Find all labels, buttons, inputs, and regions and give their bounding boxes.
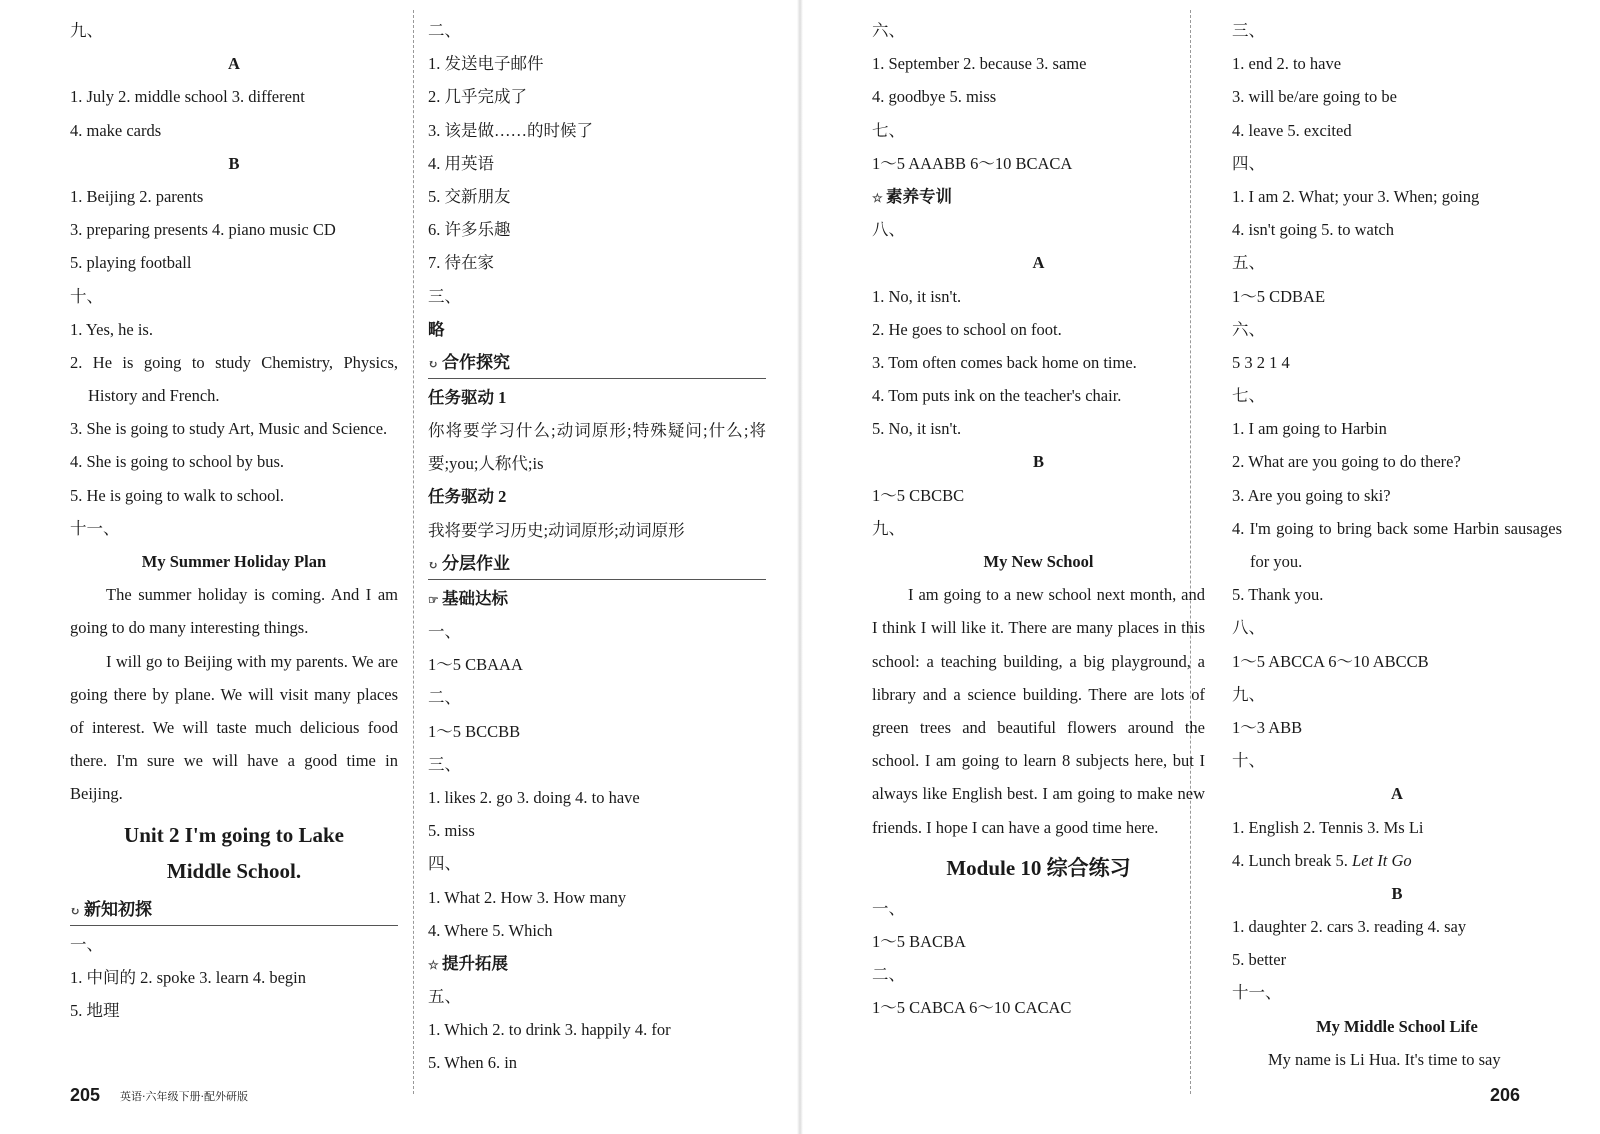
section-heading: 一、 <box>428 622 461 642</box>
answer-line: 6. 许多乐趣 <box>428 220 511 240</box>
section-heading: 十一、 <box>70 518 120 538</box>
task-label: 任务驱动 1 <box>428 387 507 407</box>
book-gutter <box>797 0 803 1134</box>
answer-line: 略 <box>428 319 445 339</box>
section-heading: 六、 <box>872 21 905 40</box>
section-heading: 二、 <box>428 21 461 40</box>
essay-paragraph: My name is Li Hua. It's time to say <box>1268 1049 1501 1069</box>
song-title: Let It Go <box>1352 850 1412 870</box>
section-heading: 五、 <box>428 987 461 1007</box>
answer-line: 1. July 2. middle school 3. different <box>70 87 305 107</box>
section-heading: 七、 <box>1232 386 1265 406</box>
section-heading: 三、 <box>1232 21 1265 40</box>
answer-line: 2. 几乎完成了 <box>428 87 527 107</box>
answer-line: 1. 发送电子邮件 <box>428 54 544 74</box>
part-label: A <box>228 54 240 74</box>
answer-line: 1～5 CBAAA <box>428 655 523 675</box>
subsection-tag <box>428 947 766 980</box>
answer-line: 1. likes 2. go 3. doing 4. to have <box>428 787 640 807</box>
answer-line: 5. miss <box>428 821 475 841</box>
answer-line: 2. What are you going to do there? <box>1232 452 1461 472</box>
subsection-tag-label: 基础达标 <box>442 588 508 608</box>
essay-title: My Summer Holiday Plan <box>141 552 327 572</box>
answer-line: 5. better <box>1232 950 1287 970</box>
section-heading: 八、 <box>1232 618 1265 638</box>
answer-line: 1. No, it isn't. <box>872 286 962 306</box>
answer-line: 1. What 2. How 3. How many <box>428 887 627 907</box>
section-heading: 五、 <box>1232 253 1265 273</box>
section-heading: 三、 <box>428 754 461 774</box>
part-label: B <box>1391 883 1403 903</box>
answer-line: 1～5 CABCA 6～10 CACAC <box>872 998 1072 1018</box>
unit-title <box>70 817 398 889</box>
section-banner-label: 合作探究 <box>442 352 510 372</box>
unit-title-line: Unit 2 I'm going to Lake <box>124 822 344 847</box>
section-heading: 四、 <box>1232 153 1265 173</box>
answer-line: 3. preparing presents 4. piano music CD <box>70 220 336 240</box>
answer-line: 1. daughter 2. cars 3. reading 4. say <box>1232 917 1467 937</box>
answer-line: 2. He is going to study Chemistry, Physics, History and French. <box>70 352 398 406</box>
answer-line: 5. He is going to walk to school. <box>70 485 285 505</box>
section-banner-label: 分层作业 <box>442 553 510 573</box>
subsection-tag <box>428 582 766 615</box>
answer-line: 1～5 CBCBC <box>872 485 965 505</box>
answer-line: 你将要学习什么;动词原形;特殊疑问;什么;将要;you;人称代;is <box>428 421 766 474</box>
left-page-column-1 <box>70 14 398 1027</box>
subsection-tag-label: 素养专训 <box>886 186 952 206</box>
answer-line: 1. Yes, he is. <box>70 319 153 339</box>
module-title: Module 10 综合练习 <box>946 855 1131 880</box>
answer-line: 2. He goes to school on foot. <box>872 319 1062 339</box>
section-heading: 十、 <box>1232 751 1265 771</box>
essay-paragraph: I will go to Beijing with my parents. We are going there by plane. We will visit many places of interest. We will taste much delicious food there. I'm sure we will have a good time in Beijing. <box>70 651 398 804</box>
answer-line: 5. No, it isn't. <box>872 419 962 439</box>
answer-line: 4. goodbye 5. miss <box>872 87 997 107</box>
answer-line: 4. make cards <box>70 120 162 140</box>
section-heading: 十一、 <box>1232 983 1282 1003</box>
section-banner <box>428 348 766 379</box>
answer-line: 4. isn't going 5. to watch <box>1232 220 1395 240</box>
left-page-column-2 <box>428 14 766 1080</box>
answer-line: 我将要学习历史;动词原形;动词原形 <box>428 520 685 540</box>
star-icon: ☆ <box>872 190 883 205</box>
answer-line: 1～5 BCCBB <box>428 721 521 741</box>
answer-line: 1. September 2. because 3. same <box>872 54 1087 74</box>
answer-line: 5. 交新朋友 <box>428 186 511 206</box>
page-number-left: 205 <box>70 1085 101 1105</box>
answer-line: 7. 待在家 <box>428 253 494 273</box>
section-heading: 三、 <box>428 286 461 306</box>
right-page-column-2 <box>1232 14 1562 1076</box>
right-page-column-1 <box>872 14 1205 1025</box>
section-heading: 七、 <box>872 120 905 140</box>
answer-line: 1. Which 2. to drink 3. happily 4. for <box>428 1020 671 1040</box>
section-heading: 九、 <box>70 21 103 40</box>
section-banner-label: 新知初探 <box>84 899 152 919</box>
answer-line: 4. I'm going to bring back some Harbin sausages for you. <box>1232 518 1562 572</box>
task-label: 任务驱动 2 <box>428 487 507 507</box>
answer-line: 1. English 2. Tennis 3. Ms Li <box>1232 817 1424 837</box>
answer-line: 1. 中间的 2. spoke 3. learn 4. begin <box>70 967 307 987</box>
answer-line: 3. Are you going to ski? <box>1232 485 1391 505</box>
section-heading: 九、 <box>872 518 905 538</box>
answer-line: 5. 地理 <box>70 1001 120 1021</box>
answer-line: 3. 该是做……的时候了 <box>428 120 593 140</box>
section-heading: 一、 <box>872 898 905 918</box>
answer-line: 1. I am 2. What; your 3. When; going <box>1232 186 1480 206</box>
section-heading: 一、 <box>70 934 103 954</box>
answer-line: 1. Beijing 2. parents <box>70 186 204 206</box>
answer-line: 5. playing football <box>70 253 192 273</box>
answer-line: 1～5 AAABB 6～10 BCACA <box>872 153 1073 173</box>
answer-line: 1～5 ABCCA 6～10 ABCCB <box>1232 651 1429 671</box>
answer-line: 1. I am going to Harbin <box>1232 419 1387 439</box>
answer-line: 1. end 2. to have <box>1232 54 1342 74</box>
answer-line: 5 3 2 1 4 <box>1232 352 1290 372</box>
answer-line: 1～5 CDBAE <box>1232 286 1326 306</box>
arrow-icon: ↻ <box>428 557 439 572</box>
arrow-icon: ↻ <box>428 356 439 371</box>
subsection-tag-label: 提升拓展 <box>442 953 508 973</box>
section-heading: 四、 <box>428 854 461 874</box>
answer-line: 4. Tom puts ink on the teacher's chair. <box>872 386 1122 406</box>
essay-paragraph: The summer holiday is coming. And I am going to do many interesting things. <box>70 585 398 638</box>
answer-line: 3. She is going to study Art, Music and Science. <box>70 419 388 439</box>
page-number-right: 206 <box>1490 1085 1521 1105</box>
answer-line <box>1232 844 1562 877</box>
answer-line: 4. 用英语 <box>428 153 494 173</box>
answer-line: 1～5 BACBA <box>872 932 966 951</box>
part-label: A <box>1391 784 1403 804</box>
answer-line: 1～3 ABB <box>1232 717 1303 737</box>
unit-title-line: Middle School. <box>166 858 302 883</box>
section-heading: 六、 <box>1232 319 1265 339</box>
section-heading: 二、 <box>428 688 461 708</box>
answer-line: 4. Where 5. Which <box>428 920 553 940</box>
section-heading: 十、 <box>70 286 103 306</box>
section-heading: 八、 <box>872 220 905 240</box>
column-divider <box>413 10 414 1094</box>
star-icon: ☆ <box>428 957 439 972</box>
answer-line: 3. Tom often comes back home on time. <box>872 352 1137 372</box>
answer-line: 5. When 6. in <box>428 1053 518 1073</box>
section-banner <box>70 895 398 926</box>
answer-line: 5. Thank you. <box>1232 585 1324 605</box>
essay-title: My New School <box>983 552 1094 571</box>
essay-title: My Middle School Life <box>1316 1016 1478 1036</box>
arrow-icon: ↻ <box>70 903 81 918</box>
essay-paragraph: I am going to a new school next month, and I think I will like it. There are many places in this school: a teaching building, a big playground, a library and a science building. There are lots of green trees and beautiful flowers around the school. I am going to learn 8 subjects here, but I always like English best. I am going to make new friends. I hope I can have a good time here. <box>872 585 1205 837</box>
part-label: A <box>1032 253 1045 273</box>
subsection-tag <box>872 180 1205 213</box>
answer-text: 4. Lunch break 5. <box>1232 850 1353 870</box>
answer-line: 4. She is going to school by bus. <box>70 452 285 472</box>
hand-icon: ☞ <box>428 592 439 607</box>
section-heading: 二、 <box>872 965 905 985</box>
section-heading: 九、 <box>1232 684 1265 704</box>
part-label: B <box>1032 452 1044 472</box>
part-label: B <box>228 153 240 173</box>
answer-line: 3. will be/are going to be <box>1232 87 1397 107</box>
answer-line: 4. leave 5. excited <box>1232 120 1352 140</box>
footer-book-info: 英语·六年级下册·配外研版 <box>120 1090 248 1103</box>
section-banner <box>428 549 766 580</box>
